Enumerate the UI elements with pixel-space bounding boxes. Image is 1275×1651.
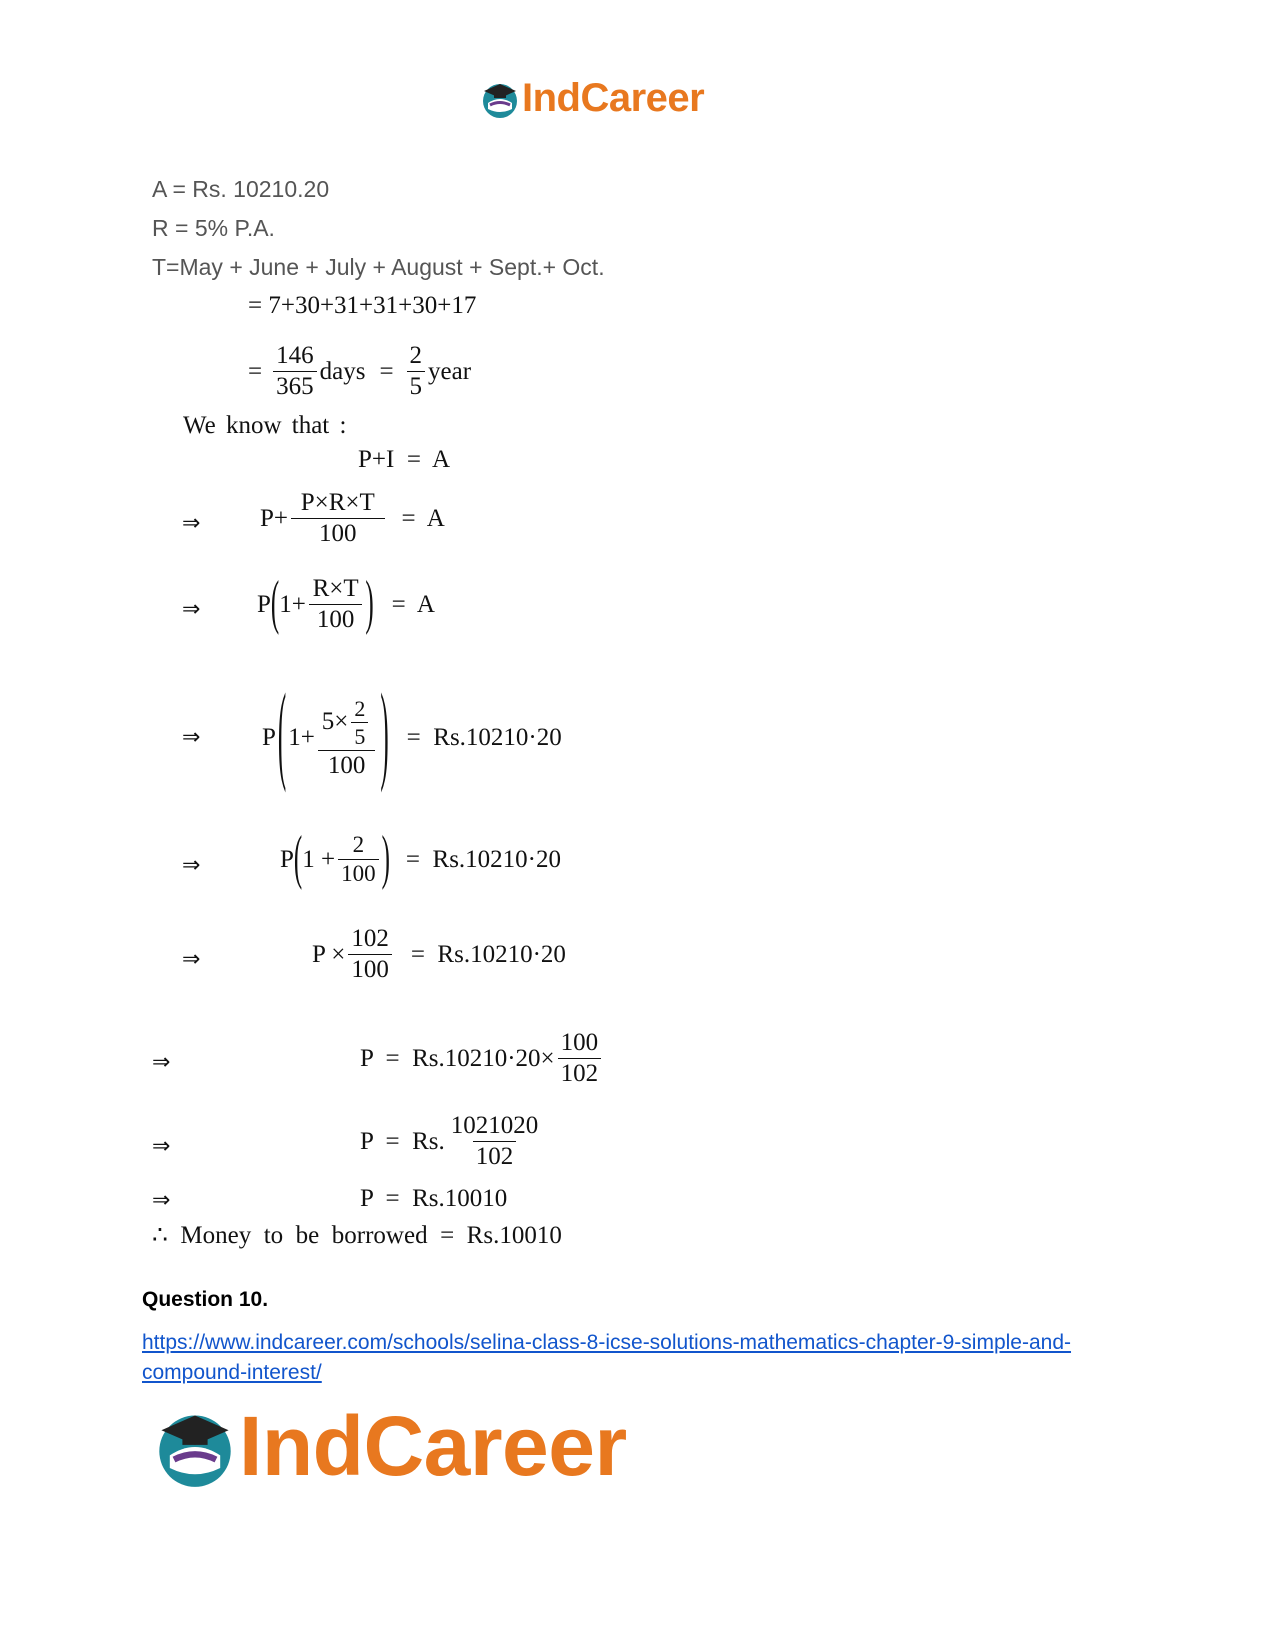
step-2-numerator: R×T [312,575,359,602]
step-1-numerator: P×R×T [300,489,375,516]
step-3-numerator [319,697,375,750]
days-denominator: 365 [273,371,317,400]
step-1-prefix: P+ [260,504,289,532]
right-paren: ) [381,826,390,891]
step-7-fraction [448,1113,542,1171]
step-1 [260,490,445,548]
step-1-rhs: = A [401,504,445,532]
conclusion: ∴ Money to be borrowed = Rs.10010 [152,1222,562,1249]
implies-arrow-icon: ⇒ [182,511,201,536]
header-logo-text: IndCareer [522,76,705,120]
year-word: year [428,357,472,385]
question-label: Question 10. [142,1288,269,1311]
step-2 [257,571,435,636]
days-numerator: 146 [276,342,314,369]
step-6-numerator: 100 [560,1029,599,1056]
step-2-prefix: P [257,590,271,618]
step-3-inner-numerator: 2 [354,695,366,721]
graduation-cap-icon [153,1405,237,1489]
right-paren: ) [365,571,374,636]
step-2-denominator: 100 [309,604,363,633]
step-3 [262,676,562,800]
step-3-fraction [318,697,376,779]
implies-arrow-icon: ⇒ [182,597,201,622]
implies-arrow-icon: ⇒ [152,1050,171,1075]
step-4-fraction [338,833,379,886]
year-denominator: 5 [407,371,426,400]
left-paren: ( [277,676,287,796]
step-3-denominator: 100 [318,750,376,779]
step-4-numerator: 2 [352,832,365,857]
step-6 [360,1030,604,1088]
step-6-denominator: 102 [558,1058,602,1087]
year-fraction [407,343,426,401]
days-fraction [273,343,317,401]
step-4-denominator: 100 [338,859,379,886]
step-0: P+I = A [358,446,451,473]
implies-arrow-icon: ⇒ [182,853,201,878]
step-5-prefix: P × [312,940,346,968]
step-4-rhs: = Rs.10210·20 [405,845,561,873]
implies-arrow-icon: ⇒ [182,725,201,750]
left-paren: ( [293,826,303,891]
step-5-fraction [348,926,392,984]
implies-arrow-icon: ⇒ [182,947,201,972]
step-5-rhs: = Rs.10210·20 [410,940,566,968]
step-2-one: 1+ [279,590,306,618]
step-5-denominator: 100 [348,954,392,983]
step-7 [360,1113,544,1171]
step-3-one: 1+ [288,724,315,751]
step-8: P = Rs.10010 [360,1185,508,1212]
step-2-rhs: = A [391,590,435,618]
step-3-inner-fraction [351,697,368,748]
step-4-prefix: P [280,845,294,873]
step-7-lhs: P = Rs. [360,1127,445,1155]
right-paren: ) [380,676,389,796]
step-5 [312,926,566,984]
footer-logo [153,1398,627,1495]
step-7-denominator: 102 [473,1141,517,1170]
time-sum-line: = 7+30+31+31+30+17 [248,292,477,319]
step-1-denominator: 100 [291,518,385,547]
left-paren: ( [270,571,280,636]
equals-sign: = [379,357,394,385]
step-3-rhs: = Rs.10210·20 [406,724,562,751]
year-numerator: 2 [409,342,423,369]
step-4 [280,826,561,891]
footer-logo-text: IndCareer [239,1399,627,1493]
solutions-link[interactable]: https://www.indcareer.com/schools/selina-class-8-icse-solutions-mathematics-chapter-9-simple-and-compound-interest/ [142,1331,1072,1384]
given-amount: A = Rs. 10210.20 [152,176,330,202]
header-logo [480,76,704,121]
time-fraction-line [248,343,471,401]
given-rate: R = 5% P.A. [152,215,275,241]
step-3-five: 5× [321,708,349,736]
step-3-inner-denominator: 5 [351,722,368,748]
step-3-prefix: P [262,724,276,751]
equals-sign: = [248,357,263,385]
given-time: T=May + June + July + August + Sept.+ Oct. [152,254,605,280]
solution-intro: We know that : [183,412,347,439]
step-4-one: 1 + [302,845,336,873]
implies-arrow-icon: ⇒ [152,1134,171,1159]
step-6-fraction [558,1030,602,1088]
step-2-fraction [309,576,363,634]
step-1-fraction [291,490,385,548]
step-6-lhs: P = Rs.10210·20× [360,1044,555,1072]
implies-arrow-icon: ⇒ [152,1188,171,1213]
days-word: days [319,357,366,385]
step-7-numerator: 1021020 [450,1112,539,1139]
graduation-cap-icon [480,79,520,119]
step-5-numerator: 102 [351,925,389,952]
